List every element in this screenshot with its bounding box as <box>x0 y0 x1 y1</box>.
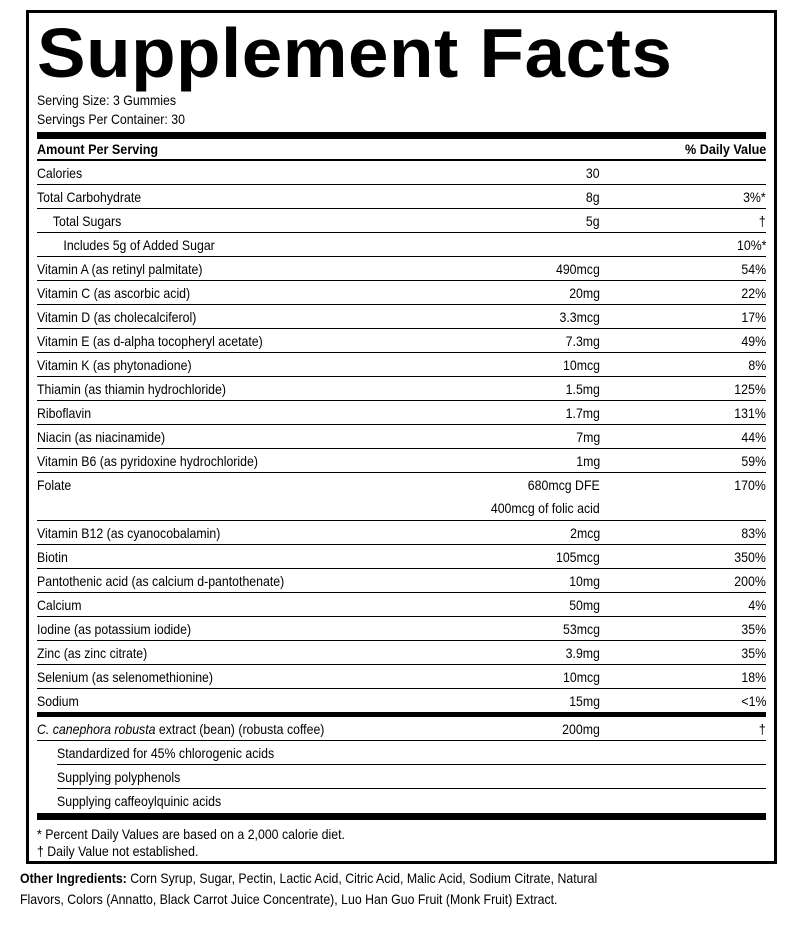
table-row <box>37 617 766 641</box>
table-row <box>37 353 766 377</box>
table-row <box>37 377 766 401</box>
nutrient-daily-value: 83% <box>741 525 766 541</box>
nutrient-amount: 1.5mg <box>565 381 600 397</box>
header-daily-value: % Daily Value <box>684 141 766 157</box>
nutrient-name: Vitamin E (as d-alpha tocopheryl acetate) <box>37 333 263 349</box>
nutrient-amount: 1.7mg <box>565 405 600 421</box>
divider-bottom <box>37 813 766 820</box>
table-row <box>37 425 766 449</box>
nutrient-name: Riboflavin <box>37 405 92 421</box>
nutrient-daily-value: 35% <box>741 621 766 637</box>
nutrient-name: Vitamin K (as phytonadione) <box>37 357 192 373</box>
footnote: * Percent Daily Values are based on a 2,000 calorie diet. <box>37 826 345 842</box>
table-row <box>37 305 766 329</box>
nutrient-name: Niacin (as niacinamide) <box>37 429 166 445</box>
extract-sub-label: Supplying polyphenols <box>57 769 181 785</box>
nutrient-daily-value: 54% <box>741 261 766 277</box>
nutrient-amount: 2mcg <box>569 525 600 541</box>
nutrient-daily-value: 10%* <box>736 237 766 253</box>
nutrient-table <box>37 161 766 713</box>
divider-thick <box>37 132 766 139</box>
extract-amount: 200mg <box>562 721 600 737</box>
table-row <box>37 545 766 569</box>
footnote: † Daily Value not established. <box>37 843 199 859</box>
nutrient-name: Selenium (as selenomethionine) <box>37 669 213 685</box>
nutrient-name: Vitamin C (as ascorbic acid) <box>37 285 191 301</box>
nutrient-daily-value: 35% <box>741 645 766 661</box>
nutrient-name: Vitamin D (as cholecalciferol) <box>37 309 197 325</box>
table-row <box>37 665 766 689</box>
other-ingredients-text: Corn Syrup, Sugar, Pectin, Lactic Acid, Citric Acid, Malic Acid, Sodium Citrate, Natural Flavors, Colors (Annatto, Black Carrot Juice Concentrate), Luo Han Guo Fruit (Monk Fruit) Extract. <box>20 870 598 907</box>
nutrient-name: Sodium <box>37 693 79 709</box>
nutrient-amount: 490mcg <box>556 261 600 277</box>
nutrient-name: Vitamin A (as retinyl palmitate) <box>37 261 203 277</box>
table-row <box>37 233 766 257</box>
nutrient-amount: 53mcg <box>563 621 600 637</box>
extract-daily-value: † <box>759 721 766 737</box>
nutrient-amount: 10mg <box>569 573 600 589</box>
nutrient-name: Calcium <box>37 597 82 613</box>
nutrient-amount: 680mcg DFE <box>528 477 600 493</box>
nutrient-daily-value: 3%* <box>743 189 766 205</box>
footnotes <box>37 820 766 860</box>
nutrient-daily-value: 49% <box>741 333 766 349</box>
table-row <box>37 185 766 209</box>
extract-sub-row <box>57 789 766 813</box>
table-row <box>37 329 766 353</box>
nutrient-daily-value: 59% <box>741 453 766 469</box>
nutrient-daily-value: 8% <box>748 357 766 373</box>
table-row <box>37 209 766 233</box>
nutrient-name: Vitamin B12 (as cyanocobalamin) <box>37 525 221 541</box>
extract-sub-row <box>57 741 766 765</box>
nutrient-amount: 10mcg <box>563 669 600 685</box>
extract-row <box>37 717 766 741</box>
other-ingredients-label: Other Ingredients: <box>20 870 127 886</box>
nutrient-amount: 7.3mg <box>565 333 600 349</box>
table-row <box>37 689 766 713</box>
nutrient-amount: 105mcg <box>556 549 600 565</box>
table-row <box>37 593 766 617</box>
nutrient-daily-value: <1% <box>740 693 766 709</box>
panel-title: Supplement Facts <box>37 14 673 92</box>
nutrient-name: Includes 5g of Added Sugar <box>63 237 215 253</box>
table-row <box>37 641 766 665</box>
extract-sub-row <box>57 765 766 789</box>
nutrient-amount: 20mg <box>569 285 600 301</box>
supplement-facts-panel <box>26 10 777 864</box>
nutrient-name: Thiamin (as thiamin hydrochloride) <box>37 381 226 397</box>
nutrient-daily-value: 22% <box>741 285 766 301</box>
nutrient-amount: 8g <box>586 189 600 205</box>
nutrient-name: Total Carbohydrate <box>37 189 142 205</box>
table-row <box>37 281 766 305</box>
nutrient-daily-value: 18% <box>741 669 766 685</box>
nutrient-amount: 50mg <box>569 597 600 613</box>
nutrient-daily-value: 200% <box>734 573 766 589</box>
nutrient-name: Folate <box>37 477 72 493</box>
nutrient-amount: 1mg <box>576 453 600 469</box>
other-ingredients <box>20 868 636 910</box>
nutrient-daily-value: 125% <box>734 381 766 397</box>
table-row <box>37 257 766 281</box>
nutrient-amount: 5g <box>586 213 600 229</box>
nutrient-daily-value: 131% <box>734 405 766 421</box>
table-row <box>37 161 766 185</box>
nutrient-amount: 15mg <box>569 693 600 709</box>
nutrient-daily-value: 17% <box>741 309 766 325</box>
extract-sub-label: Supplying caffeoylquinic acids <box>57 793 222 809</box>
nutrient-amount: 3.9mg <box>565 645 600 661</box>
nutrient-name: Zinc (as zinc citrate) <box>37 645 148 661</box>
header-amount: Amount Per Serving <box>37 141 159 157</box>
table-row <box>37 449 766 473</box>
nutrient-name: Biotin <box>37 549 68 565</box>
nutrient-name: Total Sugars <box>52 213 122 229</box>
nutrient-daily-value: 350% <box>734 549 766 565</box>
table-row <box>37 401 766 425</box>
serving-size: Serving Size: 3 Gummies <box>37 92 176 108</box>
nutrient-amount: 10mcg <box>563 357 600 373</box>
nutrient-daily-value: 4% <box>748 597 766 613</box>
nutrient-daily-value: 170% <box>734 477 766 493</box>
table-row <box>37 521 766 545</box>
nutrient-amount: 3.3mcg <box>559 309 600 325</box>
nutrient-amount-detail: 400mcg of folic acid <box>491 500 600 516</box>
nutrient-name: Calories <box>37 165 83 181</box>
extract-name: C. canephora robusta extract (bean) (robusta coffee) <box>37 721 325 737</box>
nutrient-daily-value: 44% <box>741 429 766 445</box>
nutrient-daily-value: † <box>759 213 766 229</box>
nutrient-name: Pantothenic acid (as calcium d-pantothenate) <box>37 573 285 589</box>
nutrient-amount: 30 <box>586 165 600 181</box>
table-header <box>37 139 766 161</box>
nutrient-name: Iodine (as potassium iodide) <box>37 621 192 637</box>
table-row <box>37 569 766 593</box>
table-row <box>37 473 766 521</box>
extract-sub-label: Standardized for 45% chlorogenic acids <box>57 745 275 761</box>
nutrient-amount: 7mg <box>576 429 600 445</box>
servings-per-container: Servings Per Container: 30 <box>37 111 185 127</box>
nutrient-name: Vitamin B6 (as pyridoxine hydrochloride) <box>37 453 258 469</box>
